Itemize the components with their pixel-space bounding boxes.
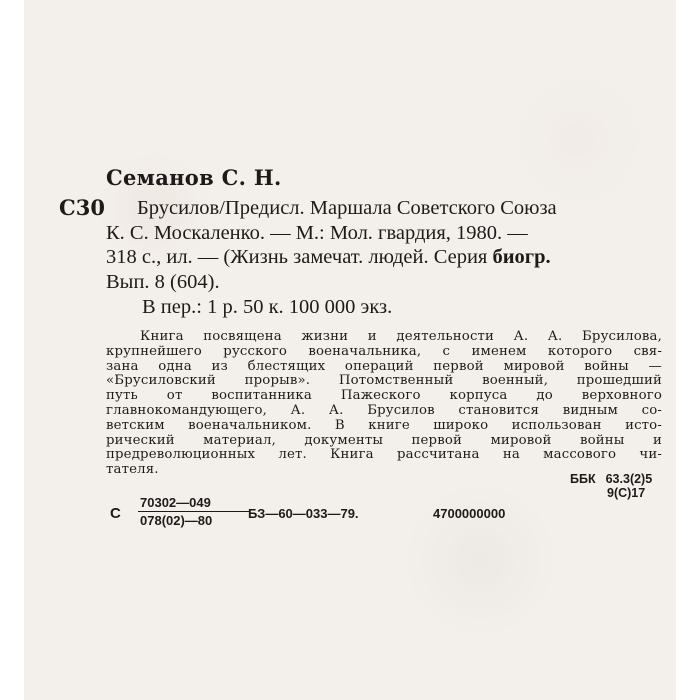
- publication-index-footer: [110, 495, 670, 535]
- footer-letter: С: [110, 505, 121, 522]
- bbk-label: ББК: [570, 472, 596, 486]
- annotation-line: путь от воспитанника Пажеского корпуса до верховного: [106, 388, 662, 404]
- classification-code: С30: [59, 195, 105, 220]
- author-name: Семанов С. Н.: [106, 165, 282, 190]
- biblio-line-1: Брусилов/Предисл. Маршала Советского Союза: [137, 197, 557, 219]
- annotation-line: «Брусиловский прорыв». Потомственный военный, прошедший: [106, 373, 662, 389]
- annotation-line: ветским военачальником. В книге широко использован исто-: [106, 417, 662, 433]
- fraction-denominator: 078(02)—80: [140, 513, 213, 528]
- biblio-line-3: [106, 245, 666, 270]
- annotation-paragraph: [106, 330, 662, 478]
- bz-code: БЗ—60—033—79.: [248, 506, 359, 521]
- isbn-number: 4700000000: [433, 506, 506, 521]
- annotation-line: тателя.: [106, 462, 159, 478]
- annotation-line: зана одна из блестящих операций первой мировой войны —: [106, 358, 662, 374]
- annotation-line: предреволюционных лет. Книга рассчитана на массового чи-: [106, 447, 662, 463]
- annotation-line: Книга посвящена жизни и деятельности А. А. Брусилова,: [140, 329, 662, 344]
- biblio-line-3-text: 318 с., ил. — (Жизнь замечат. людей. Серия: [106, 246, 488, 268]
- price-and-print-run: В пер.: 1 р. 50 к. 100 000 экз.: [142, 296, 393, 318]
- annotation-line: крупнейшего русского военачальника, с именем которого свя-: [106, 343, 662, 359]
- annotation-line: главнокомандующего, А. А. Брусилов становится видным со-: [106, 402, 662, 418]
- bbk-code-1: 63.3(2)5: [605, 472, 653, 486]
- biblio-line-4: Вып. 8 (604).: [106, 270, 220, 293]
- fraction-numerator: 70302—049: [138, 495, 250, 512]
- series-bold-word: биогр.: [492, 246, 551, 268]
- annotation-line: рический материал, документы первой мировой войны и: [106, 432, 662, 448]
- biblio-line-2: К. С. Москаленко. — М.: Мол. гвардия, 1980. —: [106, 221, 528, 244]
- catalog-card-page: [24, 0, 676, 700]
- index-fraction: [138, 495, 250, 528]
- bibliographic-description: [106, 196, 666, 294]
- bbk-code-2: 9(С)17: [607, 486, 646, 500]
- bbk-row-1: [570, 472, 652, 486]
